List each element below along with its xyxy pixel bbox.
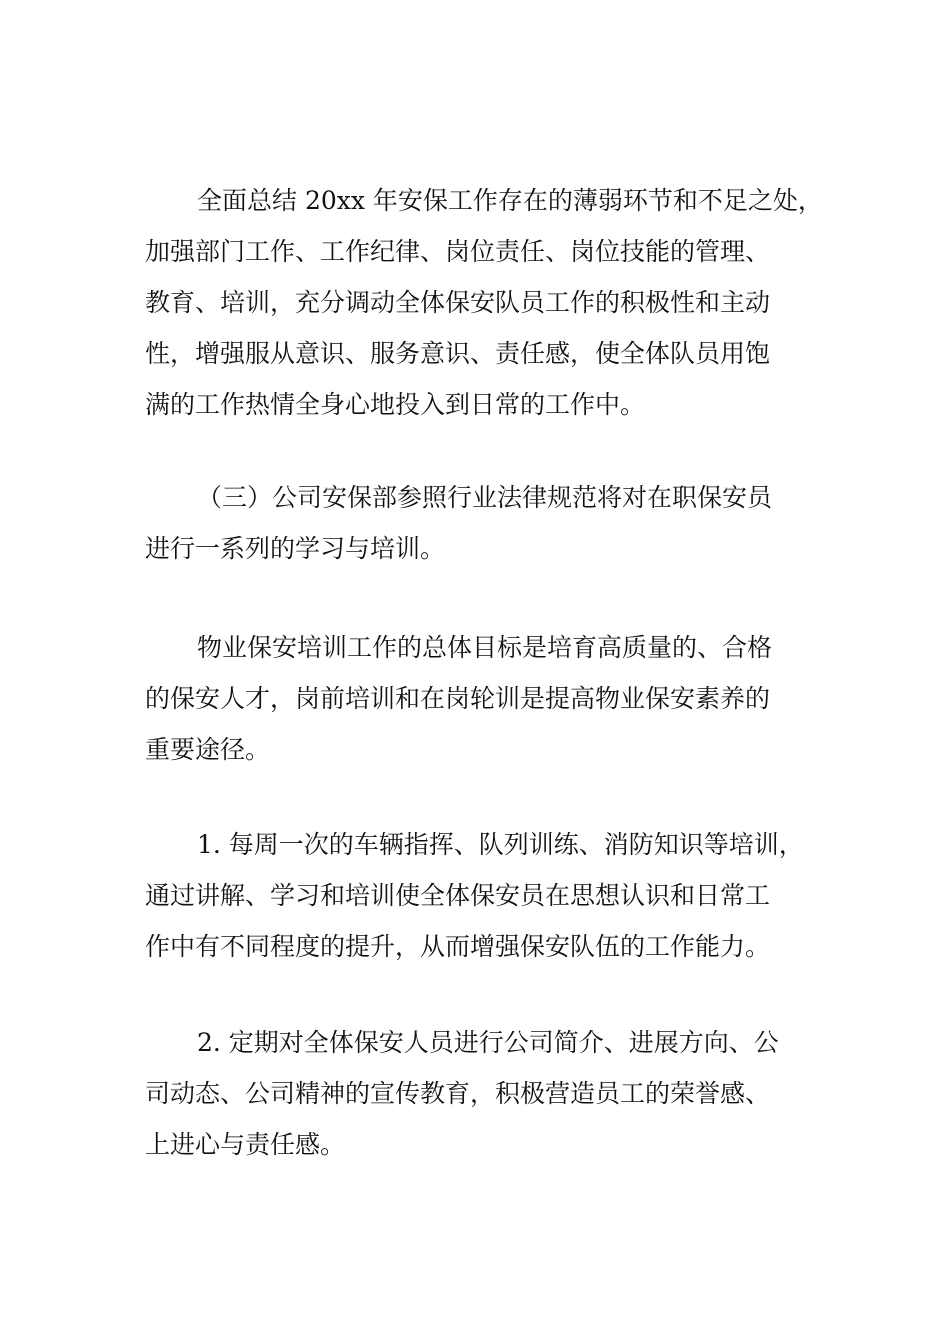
- paragraph-security-summary: [145, 175, 835, 430]
- text-line: 1. 每周一次的车辆指挥、队列训练、消防知识等培训，: [197, 830, 804, 859]
- text-line: 教育、培训，充分调动全体保安队员工作的积极性和主动: [145, 288, 771, 317]
- text-line: 作中有不同程度的提升，从而增强保安队伍的工作能力。: [145, 932, 771, 961]
- text-line: 物业保安培训工作的总体目标是培育高质量的、合格: [197, 633, 773, 662]
- text-line: 重要途径。: [145, 735, 271, 764]
- paragraph-item-one: [145, 819, 835, 972]
- text-line: 司动态、公司精神的宣传教育，积极营造员工的荣誉感、: [145, 1079, 771, 1108]
- text-line: 通过讲解、学习和培训使全体保安员在思想认识和日常工: [145, 881, 771, 910]
- text-line: 的保安人才，岗前培训和在岗轮训是提高物业保安素养的: [145, 684, 771, 713]
- text-line: 加强部门工作、工作纪律、岗位责任、岗位技能的管理、: [145, 237, 771, 266]
- paragraph-training-goal: [145, 622, 835, 775]
- text-line: 2. 定期对全体保安人员进行公司简介、进展方向、公: [197, 1028, 779, 1057]
- text-line: 上进心与责任感。: [145, 1130, 346, 1159]
- paragraph-item-two: [145, 1017, 835, 1170]
- paragraph-section-three: [145, 472, 835, 574]
- text-line: （三）公司安保部参照行业法律规范将对在职保安员: [197, 483, 773, 512]
- text-line: 进行一系列的学习与培训。: [145, 534, 446, 563]
- text-line: 全面总结 20xx 年安保工作存在的薄弱环节和不足之处，: [197, 186, 823, 215]
- text-line: 性，增强服从意识、服务意识、责任感，使全体队员用饱: [145, 339, 771, 368]
- text-line: 满的工作热情全身心地投入到日常的工作中。: [145, 390, 646, 419]
